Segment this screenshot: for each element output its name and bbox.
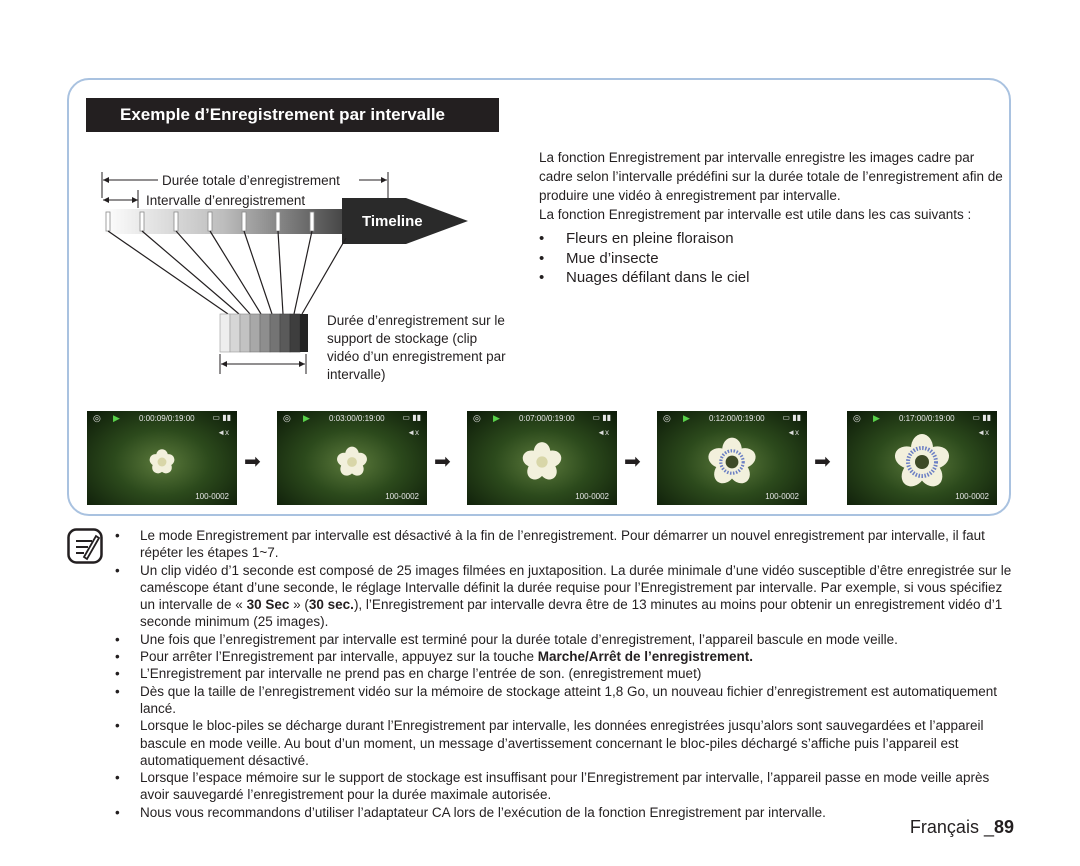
intro-paragraph-2: La fonction Enregistrement par intervalle est utile dans les cas suivants :: [539, 207, 972, 222]
flower-center: [347, 457, 357, 467]
total-duration-label: Durée totale d’enregistrement: [162, 173, 340, 188]
use-case-list: [539, 229, 749, 288]
use-case-item: • Mue d’insecte: [539, 249, 749, 269]
flower-image: [697, 427, 767, 497]
note-icon: [67, 528, 103, 564]
note-item: • Un clip vidéo d’1 seconde est composé de 25 images filmées en juxtaposition. La durée minimale d’une vidéo susceptible d’être enregistrée sur le caméscope étant d’une seconde, le réglage Intervalle définit la durée requise pour l’Enregistrement par intervalle. Par exemple, si vous spécifiez un intervalle de « 30 Sec » (30 sec.), l’Enregistrement par intervalle devra être de 13 minutes au moins pour obtenir un enregistrement vidéo d’1 seconde minimum (25 images).: [115, 562, 1020, 631]
screen-capture: [657, 411, 807, 505]
mute-icon: ◄x: [977, 428, 989, 437]
file-number: 100-0002: [195, 492, 229, 501]
battery-icon: ▭ ▮▮: [782, 413, 801, 422]
note-item: • Une fois que l’enregistrement par intervalle est terminé pour la durée totale d’enregistrement, l’appareil bascule en mode veille.: [115, 631, 1020, 648]
battery-icon: ▭ ▮▮: [592, 413, 611, 422]
osd-bar: [467, 411, 617, 425]
arrow-right-icon: ➡: [434, 451, 451, 473]
battery-icon: ▭ ▮▮: [402, 413, 421, 422]
play-icon: ▶: [493, 413, 500, 423]
battery-icon: ▭ ▮▮: [972, 413, 991, 422]
page-number: 89: [993, 817, 1014, 837]
interval-mode-icon: ◎: [663, 413, 671, 423]
notes-list: [115, 527, 1020, 821]
intro-paragraph-1: La fonction Enregistrement par intervalle enregistre les images cadre par cadre selon l’intervalle prédéfini sur la durée totale de l’enregistrement afin de produire une vidéo à enregistrement par intervalle.: [539, 150, 1003, 203]
interval-mode-icon: ◎: [473, 413, 481, 423]
interval-mode-icon: ◎: [283, 413, 291, 423]
flower-center: [536, 456, 547, 467]
flower-image: [507, 427, 577, 497]
screen-capture: [467, 411, 617, 505]
flower-center: [915, 455, 929, 469]
time-counter: 0:07:00/0:19:00: [519, 414, 575, 423]
arrow-right-icon: ➡: [814, 451, 831, 473]
time-counter: 0:12:00/0:19:00: [709, 414, 765, 423]
play-icon: ▶: [683, 413, 690, 423]
battery-icon: ▭ ▮▮: [212, 413, 231, 422]
play-icon: ▶: [303, 413, 310, 423]
flower-image: [127, 427, 197, 497]
file-number: 100-0002: [955, 492, 989, 501]
note-item: • Le mode Enregistrement par intervalle est désactivé à la fin de l’enregistrement. Pour démarrer un nouvel enregistrement par intervalle, il faut répéter les étapes 1~7.: [115, 527, 1020, 562]
osd-bar: [277, 411, 427, 425]
intro-text: [539, 148, 1004, 224]
note-item: • Lorsque le bloc-piles se décharge durant l’Enregistrement par intervalle, les données enregistrées jusqu’alors sont sauvegardées et l’appareil bascule en mode veille. Au bout d’un moment, un message d’avertissement concernant le bloc-piles déchargé s’affiche puis l’appareil est automatiquement désactivé.: [115, 717, 1020, 769]
note-item: • L’Enregistrement par intervalle ne prend pas en charge l’entrée de son. (enregistrement muet): [115, 665, 1020, 682]
time-counter: 0:03:00/0:19:00: [329, 414, 385, 423]
file-number: 100-0002: [765, 492, 799, 501]
interval-label: Intervalle d’enregistrement: [146, 193, 306, 208]
mute-icon: ◄x: [787, 428, 799, 437]
use-case-item: • Nuages défilant dans le ciel: [539, 268, 749, 288]
screen-capture: [847, 411, 997, 505]
osd-bar: [847, 411, 997, 425]
time-counter: 0:17:00/0:19:00: [899, 414, 955, 423]
mute-icon: ◄x: [407, 428, 419, 437]
file-number: 100-0002: [385, 492, 419, 501]
interval-mode-icon: ◎: [93, 413, 101, 423]
section-title: Exemple d’Enregistrement par intervalle: [86, 98, 499, 132]
flower-image: [887, 427, 957, 497]
note-item: • Lorsque l’espace mémoire sur le support de stockage est insuffisant pour l’Enregistrement par intervalle, l’appareil passe en mode veille après avoir sauvegardé l’enregistrement pour la durée maximale autorisée.: [115, 769, 1020, 804]
play-icon: ▶: [873, 413, 880, 423]
arrow-right-icon: ➡: [624, 451, 641, 473]
footer-language: Français _: [909, 817, 994, 837]
screen-capture: [87, 411, 237, 505]
screen-capture: [277, 411, 427, 505]
note-item: • Dès que la taille de l’enregistrement vidéo sur la mémoire de stockage atteint 1,8 Go, un nouveau fichier d’enregistrement est automatiquement lancé.: [115, 683, 1020, 718]
mute-icon: ◄x: [597, 428, 609, 437]
file-number: 100-0002: [575, 492, 609, 501]
storage-caption: Durée d’enregistrement sur le support de stockage (clip vidéo d’un enregistrement par intervalle): [327, 313, 506, 382]
osd-bar: [87, 411, 237, 425]
osd-bar: [657, 411, 807, 425]
flower-center: [158, 458, 167, 467]
interval-mode-icon: ◎: [853, 413, 861, 423]
mute-icon: ◄x: [217, 428, 229, 437]
use-case-item: • Fleurs en pleine floraison: [539, 229, 749, 249]
flower-center: [726, 456, 739, 469]
note-item: • Nous vous recommandons d’utiliser l’adaptateur CA lors de l’exécution de la fonction Enregistrement par intervalle.: [115, 804, 1020, 821]
flower-image: [317, 427, 387, 497]
timeline-label: Timeline: [362, 213, 423, 230]
time-counter: 0:00:09/0:19:00: [139, 414, 195, 423]
arrow-right-icon: ➡: [244, 451, 261, 473]
note-item: • Pour arrêter l’Enregistrement par intervalle, appuyez sur la touche Marche/Arrêt de l’enregistrement.: [115, 648, 1020, 665]
page-footer: [910, 817, 1014, 838]
play-icon: ▶: [113, 413, 120, 423]
